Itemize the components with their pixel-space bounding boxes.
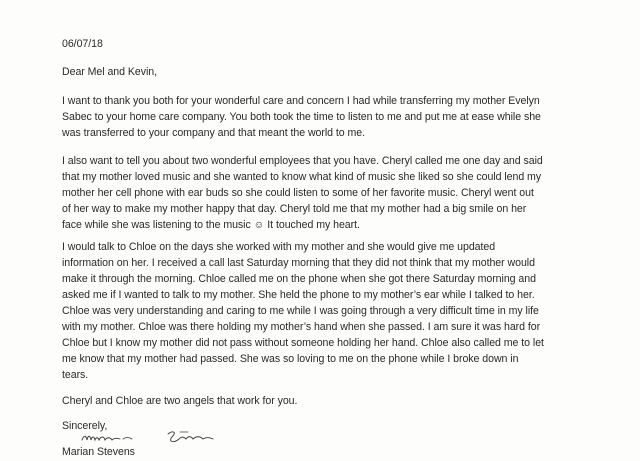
signer-name: Marian Stevens bbox=[62, 446, 135, 458]
letter-greeting: Dear Mel and Kevin, bbox=[62, 66, 158, 78]
paragraph-line: Chloe but I know my mother did not pass without someone holding her hand. Chloe also called me to let bbox=[62, 337, 544, 349]
handwritten-signature bbox=[76, 426, 226, 448]
letter-signoff: Sincerely, bbox=[62, 420, 108, 432]
paragraph-line: tears. bbox=[62, 369, 89, 381]
closing-paragraph: Cheryl and Chloe are two angels that work for you. bbox=[62, 395, 298, 407]
paragraph-line: make it through the morning. Chloe called me on the phone when she got there Saturday morning and bbox=[62, 273, 536, 285]
paragraph-line: with my mother. Chloe was there holding my mother’s hand when she passed. I am sure it was hard for bbox=[62, 321, 541, 333]
paragraph-line: I also want to tell you about two wonderful employees that you have. Cheryl called me one day and said bbox=[62, 155, 543, 167]
paragraph-line: Sabec to your home care company. You both took the time to listen to me and put me at ease while she bbox=[62, 111, 541, 123]
paragraph-line: was transferred to your company and that meant the world to me. bbox=[62, 127, 366, 139]
paragraph-line: mother her cell phone with ear buds so she could listen to some of her favorite music. Cheryl went out bbox=[62, 187, 534, 199]
paragraph-line: me know that my mother had passed. She was so loving to me on the phone while I broke down in bbox=[62, 353, 519, 365]
paragraph-line: that my mother loved music and she wanted to know what kind of music she liked so she could lend my bbox=[62, 171, 542, 183]
paragraph-line: of her way to make my mother happy that day. Cheryl told me that my mother had a big smile on her bbox=[62, 203, 527, 215]
paragraph-line: asked me if I wanted to talk to my mother. She held the phone to my mother’s ear while I talked to her. bbox=[62, 289, 535, 301]
paragraph-line: I want to thank you both for your wonderful care and concern I had while transferring my mother Evelyn bbox=[62, 95, 540, 107]
paragraph-line: Chloe was very understanding and caring to me while I was going through a very difficult time in my life bbox=[62, 305, 539, 317]
letter-date: 06/07/18 bbox=[62, 38, 103, 50]
paragraph-line: I would talk to Chloe on the days she worked with my mother and she would give me updated bbox=[62, 241, 496, 253]
paragraph-line: information on her. I received a call last Saturday morning that they did not think that my mother would bbox=[62, 257, 535, 269]
paragraph-line: face while she was listening to the music ☺ It touched my heart. bbox=[62, 219, 360, 231]
